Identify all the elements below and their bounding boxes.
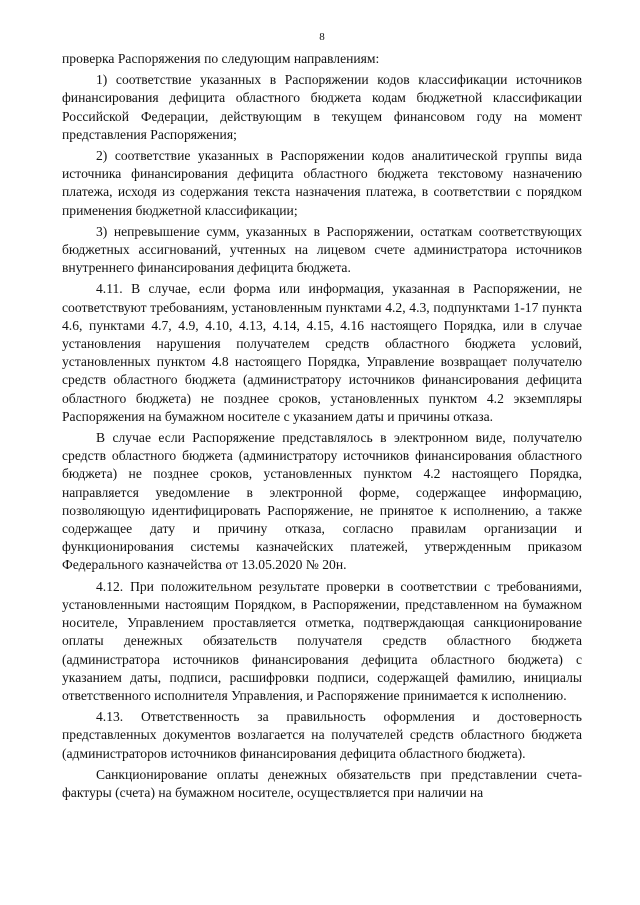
document-body [62, 50, 582, 802]
paragraph: 4.13. Ответственность за правильность оформления и достоверность представленных документов возлагается на получателей средств областного бюджета (администраторов источников финансирования дефицита областного бюджета). [62, 709, 582, 761]
paragraph: 4.11. В случае, если форма или информация, указанная в Распоряжении, не соответствуют требованиям, установленным пунктами 4.2, 4.3, подпунктами 1-17 пункта 4.6, пунктами 4.7, 4.9, 4.10, 4.13, 4.14, 4.15, 4.16 настоящего Порядка, или в случае установления нарушения получателем средств областного бюджета условий, установленных пунктом 4.8 настоящего Порядка, Управление возвращает получателю средств областного бюджета (администратору источников финансирования дефицита областного бюджета) не позднее сроков, установленных пунктом 4.2 экземпляры Распоряжения на бумажном носителе с указанием даты и причины отказа. [62, 281, 582, 424]
page-number: 8 [319, 31, 325, 43]
paragraph: Санкционирование оплаты денежных обязательств при представлении счета-фактуры (счета) на бумажном носителе, осуществляется при наличии на [62, 766, 582, 800]
paragraph: 2) соответствие указанных в Распоряжении кодов аналитической группы вида источника финансирования дефицита областного бюджета текстовому назначению платежа, исходя из содержания текста назначения платежа, в соответствии с порядком применения бюджетной классификации; [62, 148, 582, 218]
paragraph: 4.12. При положительном результате проверки в соответствии с требованиями, установленными настоящим Порядком, в Распоряжении, представленном на бумажном носителе, Управлением проставляется отметка, подтверждающая санкционирование оплаты денежных обязательств получателя средств областного бюджета (администратора источников финансирования дефицита областного бюджета) с указанием даты, подписи, расшифровки подписи, содержащей фамилию, инициалы ответственного исполнителя Управления, и Распоряжение принимается к исполнению. [62, 578, 582, 703]
paragraph: проверка Распоряжения по следующим направлениям: [62, 51, 380, 66]
paragraph: 3) непревышение сумм, указанных в Распоряжении, остаткам соответствующих бюджетных ассигнований, учтенных на лицевом счете администратора источников внутреннего финансирования дефицита бюджета. [62, 223, 582, 276]
paragraph: 1) соответствие указанных в Распоряжении кодов классификации источников финансирования дефицита областного бюджета кодам бюджетной классификации Российской Федерации, действующим в текущем финансовом году на момент представления Распоряжения; [62, 72, 582, 142]
document-page [62, 30, 582, 802]
paragraph: В случае если Распоряжение представлялось в электронном виде, получателю средств областного бюджета (администратору источников финансирования областного бюджета) не позднее сроков, установленных пунктом 4.2 настоящего Порядка, направляется уведомление в электронной форме, содержащее информацию, позволяющую идентифицировать Распоряжение, не принятое к исполнению, а также содержащее дату и причину отказа, согласно правилам организации и функционирования системы казначейских платежей, утвержденным приказом Федерального казначейства от 13.05.2020 № 20н. [62, 430, 582, 573]
